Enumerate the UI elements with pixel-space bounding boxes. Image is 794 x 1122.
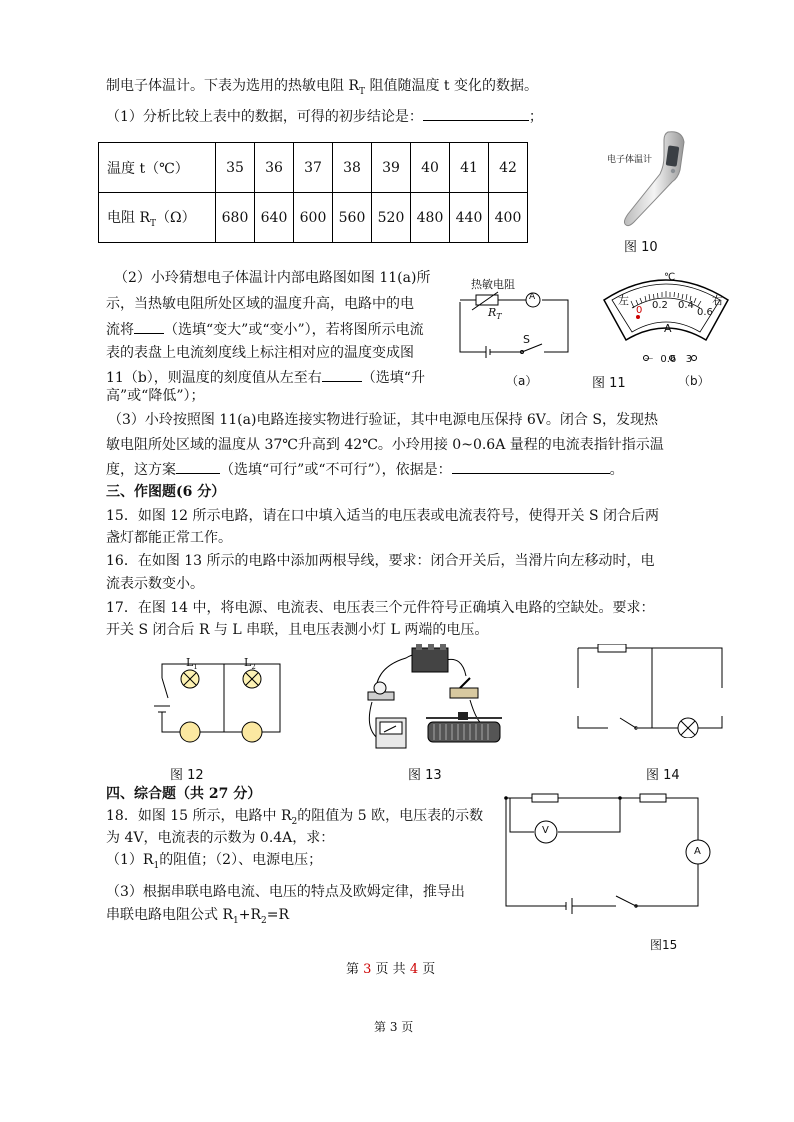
- dial-terminals: － 0.6 3: [644, 354, 693, 365]
- resistance-label: 电阻 R: [107, 209, 150, 226]
- table-cell: 640: [255, 193, 294, 243]
- fig10-label: 电子体温计: [607, 155, 653, 165]
- q1-blank[interactable]: [423, 106, 529, 121]
- q18-line4: （3）根据串联电路电流、电压的特点及欧姆定律，推导出: [106, 884, 465, 900]
- q3-l3c: 。: [609, 462, 624, 478]
- q3-l3a: 度，这方案: [106, 462, 176, 478]
- table-cell: 42: [489, 143, 528, 193]
- q18-l3a: （1）R: [106, 852, 154, 868]
- fig13-caption: 图 13: [408, 768, 442, 783]
- q18-line5: [106, 905, 289, 931]
- l2-sub: 2: [251, 663, 256, 672]
- section-3-heading: 三、作图题(6 分）: [106, 484, 226, 500]
- footer-c: 页: [418, 962, 436, 977]
- table-header-resistance: [99, 193, 216, 243]
- dial-tick-3: 0.6: [697, 307, 713, 318]
- q18-l1: 18．如图 15 所示，电路中 R: [106, 808, 292, 824]
- q2-line6: 高”或“降低”）；: [106, 388, 205, 404]
- rt-text: R: [488, 306, 497, 319]
- intro-text: 制电子体温计。下表为选用的热敏电阻 R: [106, 78, 359, 94]
- thermistor-label: 热敏电阻: [471, 278, 515, 291]
- dial-left: 左: [618, 294, 629, 307]
- fig11a-circuit: [456, 290, 576, 362]
- fig12-l1: [186, 656, 198, 671]
- footer-b: 页 共: [371, 962, 410, 977]
- resistance-sub: T: [150, 218, 157, 229]
- fig11a-caption: （a）: [506, 374, 538, 388]
- dial-unit: ℃: [664, 272, 676, 283]
- rt-label: [488, 306, 502, 321]
- intro-line: [106, 76, 538, 102]
- table-row-temperature: [99, 143, 528, 193]
- dial-right: 右: [712, 294, 723, 307]
- resistance-unit: （Ω）: [156, 209, 196, 226]
- intro-tail: 阻值随温度 t 变化的数据。: [365, 78, 538, 94]
- table-cell: 39: [372, 143, 411, 193]
- table-cell: 36: [255, 143, 294, 193]
- q1-end: ；: [528, 109, 543, 125]
- dial-tick-1: 0.2: [652, 300, 668, 311]
- table-cell: 35: [216, 143, 255, 193]
- q18-l5c: =R: [266, 907, 290, 923]
- q18-line2: 为 4V，电流表的示数为 0.4A，求：: [106, 830, 335, 846]
- fig13-equipment: [362, 640, 512, 758]
- q3-blank2[interactable]: [452, 459, 610, 474]
- table-cell: 480: [411, 193, 450, 243]
- q2-l3b: （选填“变大”或“变小”），若将图所示电流: [164, 322, 424, 338]
- table-cell: 520: [372, 193, 411, 243]
- table-cell: 680: [216, 193, 255, 243]
- fig11-caption: 图 11: [592, 376, 626, 391]
- thermometer-image: [620, 126, 690, 230]
- fig15-caption: 图15: [650, 938, 678, 952]
- fig15-circuit: [500, 786, 714, 916]
- fig10-caption: 图 10: [624, 240, 658, 255]
- table-cell: 400: [489, 193, 528, 243]
- q2-l3a: 流将: [106, 322, 134, 338]
- q1-line: [106, 106, 543, 127]
- q2-l5a: 11（b），则温度的刻度值从左至右: [106, 370, 322, 386]
- q1-text: （1）分析比较上表中的数据，可得的初步结论是：: [106, 109, 423, 125]
- q18-l5-sub1: 1: [233, 915, 239, 926]
- table-cell: 40: [411, 143, 450, 193]
- footer-total: 4: [409, 962, 419, 977]
- table-cell: 440: [450, 193, 489, 243]
- fig11b-caption: （b）: [678, 374, 710, 388]
- fig14-circuit: [574, 644, 730, 738]
- q18-l3b: 的阻值；（2）、电源电压；: [159, 852, 323, 868]
- q15-line1: 15．如图 12 所示电路，请在口中填入适当的电压表或电流表符号，使得开关 S 闭合后两: [106, 508, 660, 524]
- q2-l5b: （选填“升: [361, 370, 425, 386]
- section-4-heading: 四、综合题（共 27 分）: [106, 786, 262, 802]
- page-footer-secondary: 第 3 页: [374, 1020, 414, 1034]
- dial-tick-2: 0.4: [678, 300, 694, 311]
- l1-text: L: [186, 656, 194, 669]
- ammeter-label-15: A: [694, 846, 701, 857]
- q2-blank2[interactable]: [322, 367, 362, 382]
- q15-line2: 盏灯都能正常工作。: [106, 530, 232, 546]
- q2-line4: 表的表盘上电流刻度线上标注相对应的温度变成图: [106, 345, 414, 361]
- q17-line1: 17．在图 14 中，将电源、电流表、电压表三个元件符号正确填入电路的空缺处。要求：: [106, 600, 655, 616]
- footer-a: 第: [346, 962, 364, 977]
- table-cell: 600: [294, 193, 333, 243]
- q2-line2: 示，当热敏电阻所处区域的温度升高，电路中的电: [106, 296, 414, 312]
- page-footer-main: [346, 958, 435, 977]
- q18-l5b: +R: [238, 907, 262, 923]
- footer-page: 3: [363, 962, 372, 977]
- q2-line1: （2）小玲猜想电子体温计内部电路图如图 11(a)所: [114, 270, 431, 286]
- q3-line2: 敏电阻所处区域的温度从 37℃升高到 42℃。小玲用接 0~0.6A 量程的电流表指针指示温: [106, 437, 664, 453]
- table-cell: 41: [450, 143, 489, 193]
- fig12-caption: 图 12: [170, 768, 204, 783]
- q2-blank1[interactable]: [134, 319, 164, 334]
- table-cell: 38: [333, 143, 372, 193]
- table-header-temperature: 温度 t（℃）: [99, 143, 216, 193]
- q18-l1b: 的阻值为 5 欧，电压表的示数: [297, 808, 484, 824]
- fig14-caption: 图 14: [646, 768, 680, 783]
- q18-l5-sub2: 2: [261, 915, 267, 926]
- q3-blank1[interactable]: [176, 459, 220, 474]
- q18-l1-sub: 2: [291, 816, 298, 827]
- table-cell: 560: [333, 193, 372, 243]
- switch-label-11a: S: [523, 333, 530, 346]
- q2-line3: [106, 319, 424, 340]
- q18-l5a: 串联电路电阻公式 R: [106, 907, 233, 923]
- voltmeter-label: V: [542, 825, 549, 836]
- q17-line2: 开关 S 闭合后 R 与 L 串联，且电压表测小灯 L 两端的电压。: [106, 622, 489, 638]
- ammeter-label-11a: A: [529, 292, 536, 302]
- q16-line2: 流表示数变小。: [106, 576, 204, 592]
- intro-sub: T: [359, 86, 366, 97]
- table-cell: 37: [294, 143, 333, 193]
- q16-line1: 16．在如图 13 所示的电路中添加两根导线，要求：闭合开关后，当滑片向左移动时，电: [106, 553, 655, 569]
- rt-sub: T: [496, 312, 502, 322]
- fig12-l2: [244, 656, 256, 671]
- q2-line5: [106, 367, 425, 388]
- q18-l3-sub: 1: [153, 860, 160, 871]
- fig12-circuit: [148, 650, 288, 746]
- dial-tick-0: 0: [636, 305, 643, 316]
- l2-text: L: [244, 656, 252, 669]
- q18-line3: [106, 850, 322, 876]
- dial-a: A: [664, 322, 672, 335]
- q3-line3: [106, 459, 624, 480]
- data-table: [98, 142, 528, 243]
- q3-line1: （3）小玲按照图 11(a)电路连接实物进行验证，其中电源电压保持 6V。闭合 S，发现热: [108, 412, 658, 428]
- q3-l3b: （选填“可行”或“不可行”），依据是：: [220, 462, 452, 478]
- table-row-resistance: [99, 193, 528, 243]
- l1-sub: 1: [193, 663, 198, 672]
